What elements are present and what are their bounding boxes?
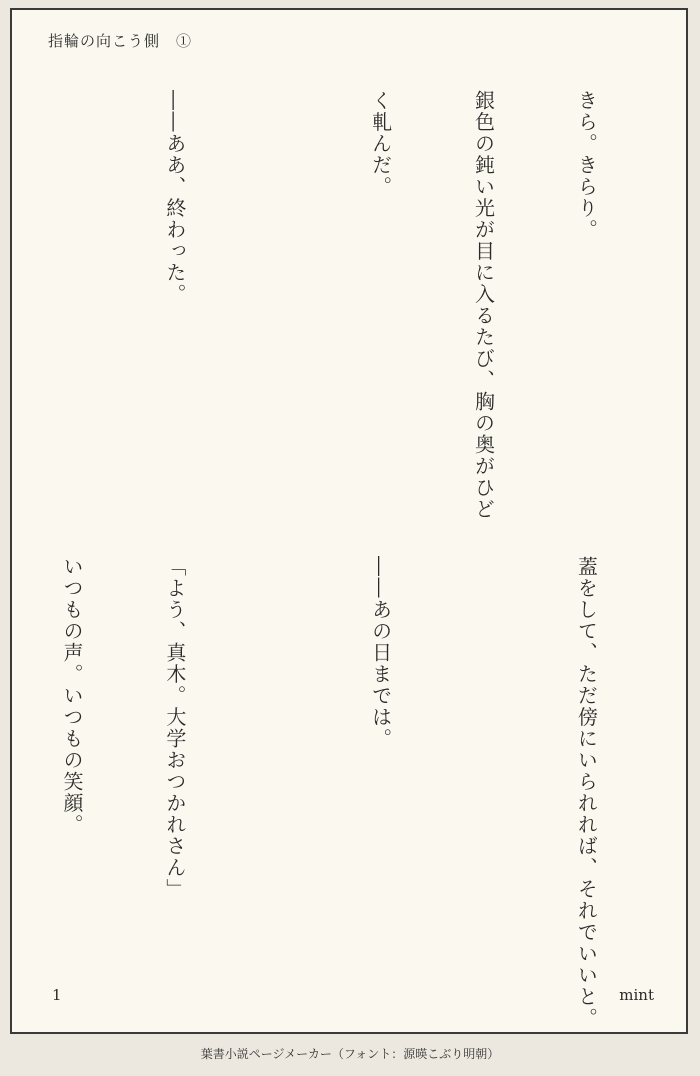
text-line: 銀色の鈍い光が目に入るたび、胸の奥がひど bbox=[471, 90, 496, 520]
author-name: mint bbox=[619, 986, 654, 1004]
text-line: 蓋をして、ただ傍にいられれば、それでいいと。 bbox=[574, 556, 599, 1029]
text-line: ――あの日までは。 bbox=[368, 556, 393, 750]
page-header-title: 指輪の向こう側 ① bbox=[48, 32, 193, 50]
page-number: 1 bbox=[52, 986, 62, 1004]
text-line: いつもの声。いつもの笑顔。 bbox=[59, 556, 84, 836]
upper-text-block bbox=[0, 90, 672, 520]
maker-credit: 葉書小説ページメーカー（フォント：源暎こぶり明朝） bbox=[200, 1047, 500, 1061]
text-line bbox=[260, 556, 294, 986]
text-line: く軋んだ。 bbox=[368, 90, 393, 198]
novel-page bbox=[10, 8, 688, 1034]
text-line: きら。きらり。 bbox=[574, 90, 599, 241]
text-line bbox=[466, 556, 500, 986]
text-line: 「よう、真木。大学おつかれさん」 bbox=[162, 556, 187, 900]
text-line bbox=[55, 90, 89, 510]
text-line: ――ああ、終わった。 bbox=[162, 90, 187, 305]
text-line bbox=[260, 90, 294, 510]
